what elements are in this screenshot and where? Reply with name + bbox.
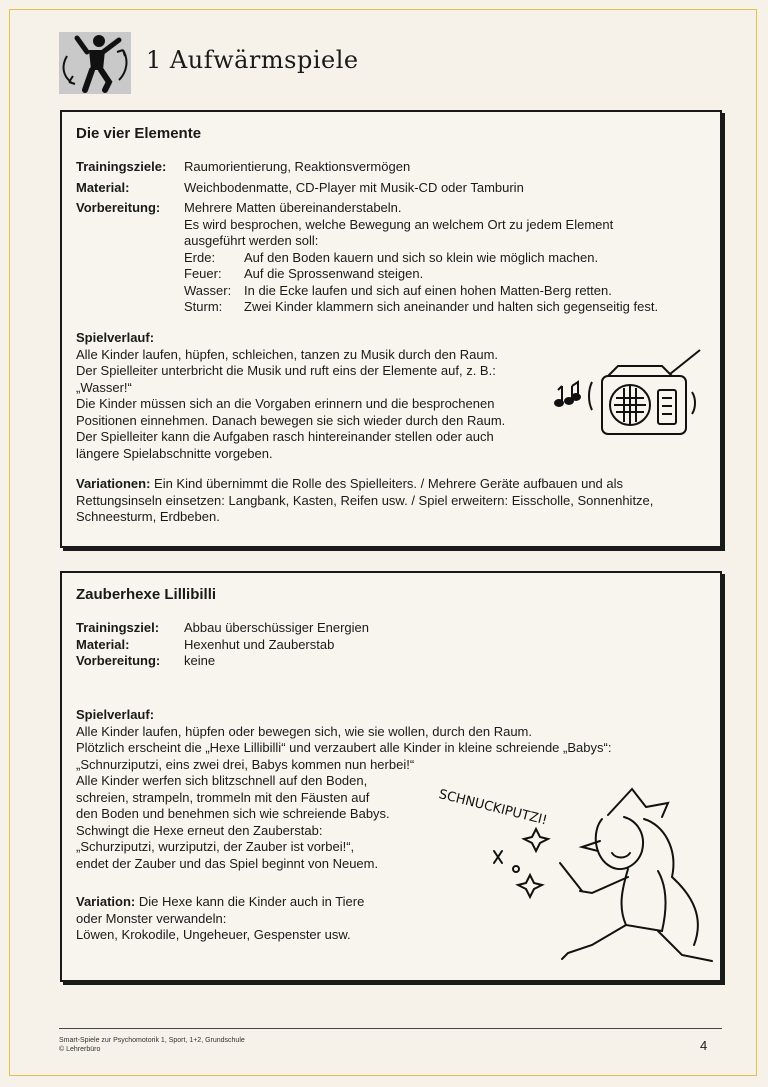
variation-label: Variation: (76, 894, 136, 909)
vorbereitung-value: keine (184, 653, 216, 668)
vorbereitung-label: Vorbereitung: (76, 200, 161, 215)
elements-list (184, 250, 658, 316)
game-card-zauberhexe-lillibilli (60, 571, 722, 982)
footer-meta (59, 1036, 245, 1054)
element-text: Auf die Sprossenwand steigen. (244, 266, 424, 281)
variationen-label: Variationen: (76, 476, 151, 491)
spielverlauf-line: endet der Zauber und das Spiel beginnt von Neuem. (76, 855, 379, 871)
variationen-line: Ein Kind übernimmt die Rolle des Spielleiters. / Mehrere Geräte aufbauen und als (150, 476, 624, 491)
spielverlauf-line: „Wasser!“ (76, 379, 132, 395)
trainingsziel-label: Trainingsziel: (76, 620, 160, 635)
spielverlauf-line: „Schnurziputzi, eins zwei drei, Babys kommen nun herbei!“ (76, 756, 415, 772)
list-item (184, 299, 658, 316)
spielverlauf-line: Der Spielleiter unterbricht die Musik und ruft eins der Elemente auf, z. B.: (76, 363, 496, 378)
radio-illustration-icon (552, 346, 712, 442)
spielverlauf-line: „Schurziputzi, wurziputzi, der Zauber ist vorbei!“, (76, 839, 355, 854)
trainingsziel-value: Abbau überschüssiger Energien (184, 620, 370, 635)
spielverlauf-line: Positionen einnehmen. Danach bewegen sie sich wieder durch den Raum. (76, 412, 506, 428)
material-value: Weichbodenmatte, CD-Player mit Musik-CD oder Tamburin (184, 179, 524, 195)
trainingsziele-value: Raumorientierung, Reaktionsvermögen (184, 159, 411, 174)
running-figure-icon (59, 32, 131, 94)
variation-section (76, 894, 364, 944)
game-card-die-vier-elemente (60, 110, 722, 548)
element-name: Wasser: (184, 282, 232, 298)
spielverlauf-line: Der Spielleiter kann die Aufgaben rasch hintereinander stellen oder auch (76, 429, 494, 444)
vorbereitung-line: ausgeführt werden soll: (184, 233, 319, 248)
element-text: Auf den Boden kauern und sich so klein wie möglich machen. (244, 249, 599, 265)
spielverlauf-line: Plötzlich erscheint die „Hexe Lillibilli“ und verzaubert alle Kinder in kleine schreiende „Babys“: (76, 740, 612, 755)
spielverlauf-line: Die Kinder müssen sich an die Vorgaben erinnern und die besprochenen (76, 396, 495, 411)
footer-line: © Lehrerbüro (59, 1046, 101, 1053)
spielverlauf-line: Alle Kinder laufen, hüpfen oder bewegen sich, wie sie wollen, durch den Raum. (76, 723, 532, 739)
variation-line: Die Hexe kann die Kinder auch in Tiere (135, 894, 365, 909)
variationen-section (76, 476, 653, 526)
footer-divider (59, 1028, 722, 1029)
list-item (184, 283, 658, 300)
spielverlauf-line: Schwingt die Hexe erneut den Zauberstab: (76, 822, 323, 838)
vorbereitung-label: Vorbereitung: (76, 653, 161, 668)
game-title: Die vier Elemente (76, 125, 202, 142)
element-name: Erde: (184, 249, 216, 265)
game-meta (76, 159, 658, 316)
spielverlauf-line: schreien, strampeln, trommeln mit den Fäusten auf (76, 789, 370, 805)
chapter-title: 1 Aufwärmspiele (146, 46, 359, 74)
spielverlauf-label: Spielverlauf: (76, 330, 155, 345)
trainingsziele-label: Trainingsziele: (76, 159, 167, 174)
element-text: In die Ecke laufen und sich auf einen hohen Matten-Berg retten. (244, 282, 612, 298)
witch-illustration-icon (432, 785, 722, 981)
spielverlauf-line: den Boden und benehmen sich wie schreiende Babys. (76, 806, 390, 821)
spielverlauf-section (76, 330, 505, 462)
game-title: Zauberhexe Lillibilli (76, 586, 217, 603)
list-item (184, 266, 658, 283)
element-name: Feuer: (184, 266, 222, 281)
vorbereitung-line: Mehrere Matten übereinanderstabeln. (184, 200, 402, 215)
material-label: Material: (76, 636, 130, 652)
vorbereitung-line: Es wird besprochen, welche Bewegung an welchem Ort zu jedem Element (184, 216, 614, 232)
variation-line: Löwen, Krokodile, Ungeheuer, Gespenster usw. (76, 927, 351, 942)
variationen-line: Schneesturm, Erdbeben. (76, 509, 220, 524)
list-item (184, 250, 658, 267)
variation-line: oder Monster verwandeln: (76, 910, 227, 926)
spielverlauf-line: Alle Kinder laufen, hüpfen, schleichen, tanzen zu Musik durch den Raum. (76, 346, 499, 362)
element-text: Zwei Kinder klammern sich aneinander und halten sich gegenseitig fest. (244, 299, 659, 314)
spielverlauf-line: längere Spielabschnitte vorgeben. (76, 445, 273, 461)
page-number: 4 (700, 1038, 708, 1053)
material-label: Material: (76, 179, 130, 195)
material-value: Hexenhut und Zauberstab (184, 636, 335, 652)
witch-caption: SCHNUCKIPUTZI! (437, 787, 549, 829)
element-name: Sturm: (184, 299, 223, 314)
variationen-line: Rettungsinseln einsetzen: Langbank, Kasten, Reifen usw. / Spiel erweitern: Eisscholle, Sonnenhitze, (76, 492, 654, 508)
footer-line: Smart-Spiele zur Psychomotorik 1, Sport, 1+2, Grundschule (59, 1037, 245, 1044)
spielverlauf-line: Alle Kinder werfen sich blitzschnell auf den Boden, (76, 773, 368, 788)
spielverlauf-label: Spielverlauf: (76, 707, 155, 722)
game-meta (76, 620, 369, 670)
